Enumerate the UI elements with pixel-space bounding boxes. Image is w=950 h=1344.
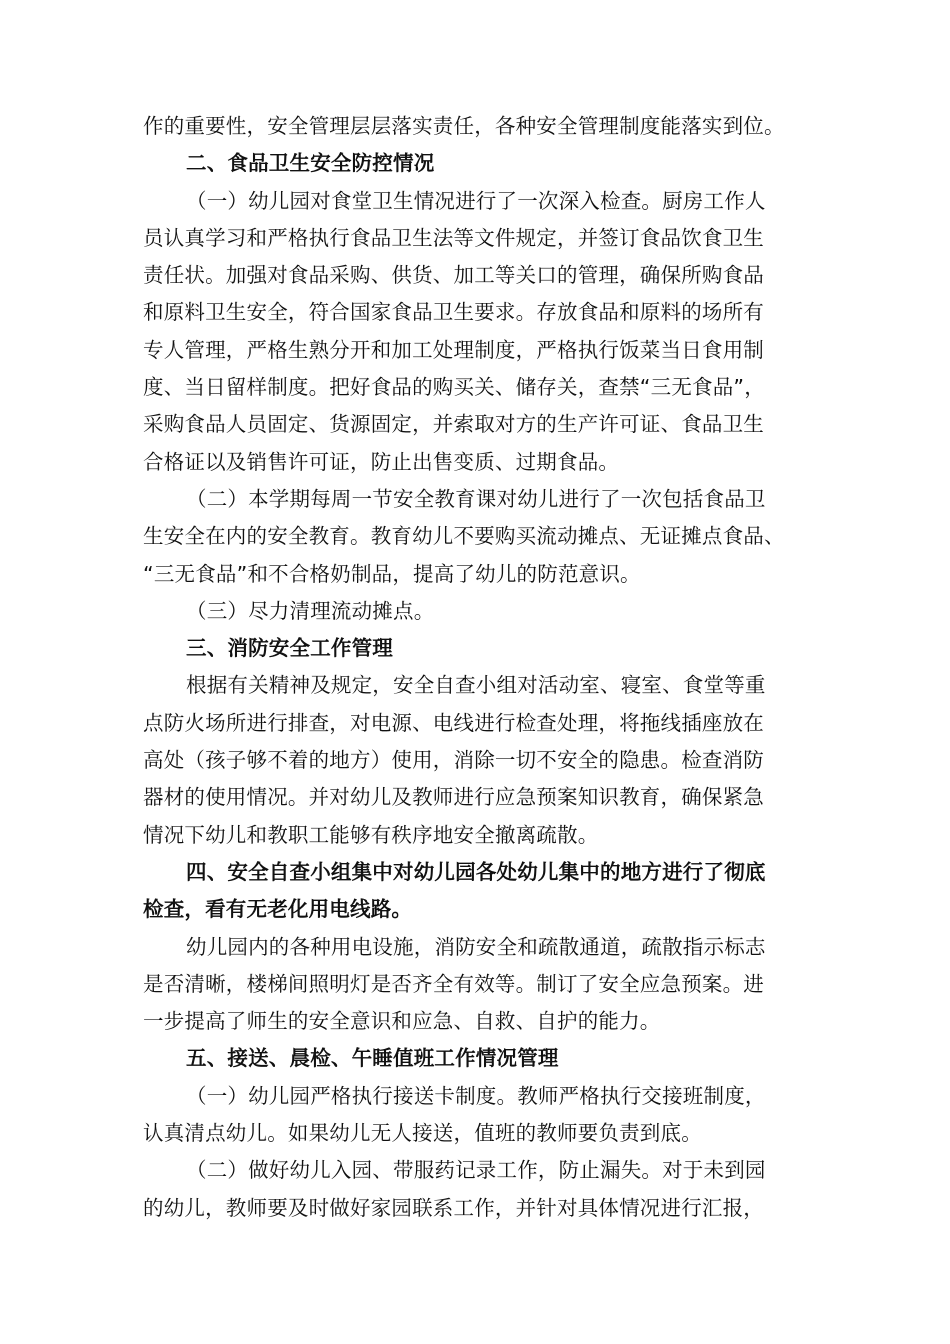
paragraph-line: 是否清晰，楼梯间照明灯是否齐全有效等。制订了安全应急预案。进 bbox=[143, 971, 764, 996]
paragraph-line: 情况下幼儿和教职工能够有秩序地安全撤离疏散。 bbox=[143, 822, 599, 847]
paragraph-line: 专人管理，严格生熟分开和加工处理制度，严格执行饭菜当日食用制 bbox=[143, 337, 764, 362]
section-heading-line: 五、接送、晨检、午睡值班工作情况管理 bbox=[186, 1046, 559, 1071]
section-heading-line: 三、消防安全工作管理 bbox=[186, 636, 393, 661]
paragraph-line: （一）幼儿园严格执行接送卡制度。教师严格执行交接班制度， bbox=[186, 1083, 766, 1108]
paragraph-line: 的幼儿，教师要及时做好家园联系工作，并针对具体情况进行汇报， bbox=[143, 1195, 764, 1220]
paragraph-line: 合格证以及销售许可证，防止出售变质、过期食品。 bbox=[143, 449, 620, 474]
document-page bbox=[143, 108, 813, 1227]
section-heading-line: 检查，看有无老化用电线路。 bbox=[143, 897, 413, 922]
paragraph-line: 一步提高了师生的安全意识和应急、自救、自护的能力。 bbox=[143, 1009, 661, 1034]
paragraph-line: 员认真学习和严格执行食品卫生法等文件规定，并签订食品饮食卫生 bbox=[143, 225, 764, 250]
paragraph-line: 高处（孩子够不着的地方）使用，消除一切不安全的隐患。检查消防 bbox=[143, 748, 764, 773]
section-heading-line: 二、食品卫生安全防控情况 bbox=[186, 151, 435, 176]
paragraph-line: 度、当日留样制度。把好食品的购买关、储存关，查禁“三无食品”， bbox=[143, 375, 765, 400]
paragraph-line: 点防火场所进行排查，对电源、电线进行检查处理，将拖线插座放在 bbox=[143, 710, 764, 735]
paragraph-line: 作的重要性，安全管理层层落实责任，各种安全管理制度能落实到位。 bbox=[143, 114, 785, 138]
paragraph-line: （一）幼儿园对食堂卫生情况进行了一次深入检查。厨房工作人 bbox=[186, 188, 766, 213]
paragraph-line: （二）本学期每周一节安全教育课对幼儿进行了一次包括食品卫 bbox=[186, 486, 766, 511]
paragraph-line: 采购食品人员固定、货源固定，并索取对方的生产许可证、食品卫生 bbox=[143, 412, 764, 437]
paragraph-line: 幼儿园内的各种用电设施，消防安全和疏散通道，疏散指示标志 bbox=[186, 934, 766, 959]
paragraph-line: 认真清点幼儿。如果幼儿无人接送，值班的教师要负责到底。 bbox=[143, 1121, 702, 1146]
paragraph-line: （三）尽力清理流动摊点。 bbox=[186, 598, 435, 623]
paragraph-line: 根据有关精神及规定，安全自查小组对活动室、寝室、食堂等重 bbox=[186, 673, 766, 698]
document-body bbox=[143, 108, 813, 1227]
paragraph-line: 责任状。加强对食品采购、供货、加工等关口的管理，确保所购食品 bbox=[143, 263, 764, 288]
section-heading-line: 四、安全自查小组集中对幼儿园各处幼儿集中的地方进行了彻底 bbox=[186, 859, 766, 884]
paragraph-line: （二）做好幼儿入园、带服药记录工作，防止漏失。对于未到园 bbox=[186, 1158, 766, 1183]
paragraph-line: 和原料卫生安全，符合国家食品卫生要求。存放食品和原料的场所有 bbox=[143, 300, 764, 325]
paragraph-line: 生安全在内的安全教育。教育幼儿不要购买流动摊点、无证摊点食品、 bbox=[143, 524, 785, 549]
paragraph-line: “三无食品”和不合格奶制品，提高了幼儿的防范意识。 bbox=[143, 561, 641, 586]
paragraph-line: 器材的使用情况。并对幼儿及教师进行应急预案知识教育，确保紧急 bbox=[143, 785, 764, 810]
